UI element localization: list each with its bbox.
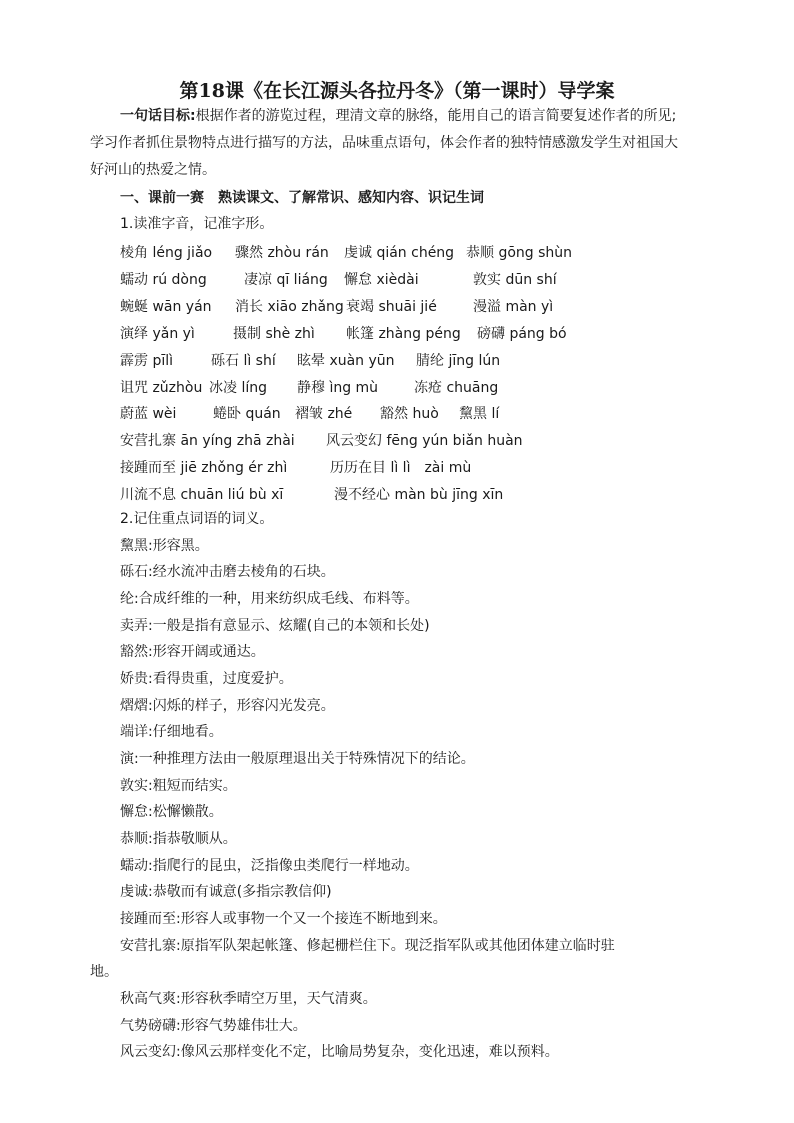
definition-item: 娇贵:看得贵重，过度爱护。	[120, 671, 293, 687]
definition-item: 纶:合成纤维的一种，用来纺织成毛线、布料等。	[120, 591, 419, 607]
pinyin-word: 褶皱 zhé	[295, 406, 353, 422]
goal-line-1	[120, 107, 676, 125]
pinyin-word: 消长 xiāo zhǎng	[235, 299, 344, 315]
sub-heading-2: 2.记住重点词语的词义。	[120, 511, 274, 527]
definition-item: 熠熠:闪烁的样子，形容闪光发亮。	[120, 698, 335, 714]
definition-item: 气势磅礴:形容气势雄伟壮大。	[120, 1018, 307, 1034]
pinyin-word: 历历在目 lì lì zài mù	[330, 460, 472, 476]
pinyin-word: 懈怠 xièdài	[344, 272, 419, 288]
definition-item: 演:一种推理方法由一般原理退出关于特殊情况下的结论。	[120, 751, 475, 767]
pinyin-word: 静穆 ìng mù	[297, 380, 379, 396]
definition-item: 端详:仔细地看。	[120, 724, 223, 740]
pinyin-word: 眩晕 xuàn yūn	[297, 353, 395, 369]
definition-item: 豁然:形容开阔或通达。	[120, 644, 265, 660]
pinyin-word: 蜷卧 quán	[213, 406, 281, 422]
pinyin-word: 川流不息 chuān liú bù xī	[120, 487, 284, 503]
section-heading: 一、课前一赛 熟读课文、了解常识、感知内容、识记生词	[120, 190, 484, 206]
pinyin-word: 摄制 shè zhì	[233, 326, 315, 342]
definition-item: 风云变幻:像风云那样变化不定，比喻局势复杂，变化迅速，难以预料。	[120, 1044, 559, 1060]
pinyin-word: 漫溢 màn yì	[473, 299, 554, 315]
page-title: 第18课《在长江源头各拉丹冬》（第一课时）导学案	[179, 80, 615, 102]
pinyin-word: 敦实 dūn shí	[473, 272, 557, 288]
definition-item: 蠕动:指爬行的昆虫，泛指像虫类爬行一样地动。	[120, 858, 419, 874]
pinyin-word: 虔诚 qián chéng	[344, 245, 455, 261]
definition-item: 恭顺:指恭敬顺从。	[120, 831, 237, 847]
pinyin-word: 冰凌 líng	[209, 380, 267, 396]
pinyin-word: 恭顺 gōng shùn	[466, 245, 573, 261]
pinyin-word: 棱角 léng jiǎo	[120, 245, 213, 261]
definition-item: 安营扎寨:原指军队架起帐篷、修起栅栏住下。现泛指军队或其他团体建立临时驻	[120, 938, 615, 954]
goal-label: 一句话目标:	[120, 108, 196, 124]
pinyin-word: 磅礴 páng bó	[477, 326, 567, 342]
goal-line-2: 学习作者抓住景物特点进行描写的方法，品味重点语句，体会作者的独特情感激发学生对祖国大	[90, 135, 678, 151]
pinyin-word: 骤然 zhòu rán	[235, 245, 329, 261]
pinyin-word: 砾石 lì shí	[211, 353, 276, 369]
pinyin-word: 腈纶 jīng lún	[416, 353, 501, 369]
goal-line-3: 好河山的热爱之情。	[90, 162, 216, 178]
pinyin-word: 漫不经心 màn bù jīng xīn	[334, 487, 504, 503]
definition-item: 接踵而至:形容人或事物一个又一个接连不断地到来。	[120, 911, 447, 927]
pinyin-word: 冻疮 chuāng	[414, 380, 499, 396]
pinyin-word: 风云变幻 fēng yún biǎn huàn	[326, 433, 523, 449]
pinyin-word: 凄凉 qī liáng	[244, 272, 328, 288]
pinyin-word: 蠕动 rú dòng	[120, 272, 207, 288]
definition-item: 懈怠:松懈懒散。	[120, 804, 223, 820]
goal-text-1: 根据作者的游览过程，理清文章的脉络，能用自己的语言简要复述作者的所见;	[195, 108, 677, 124]
pinyin-word: 帐篷 zhàng péng	[346, 326, 461, 342]
definition-item: 敦实:粗短而结实。	[120, 778, 237, 794]
definition-item: 黧黑:形容黑。	[120, 538, 209, 554]
definition-item: 虔诚:恭敬而有诚意(多指宗教信仰)	[120, 884, 332, 900]
pinyin-word: 演绎 yǎn yì	[120, 326, 195, 342]
pinyin-word: 诅咒 zǔzhòu	[120, 380, 203, 396]
pinyin-word: 安营扎寨 ān yíng zhā zhài	[120, 433, 295, 449]
pinyin-word: 接踵而至 jiē zhǒng ér zhì	[120, 460, 288, 476]
pinyin-word: 蜿蜒 wān yán	[120, 299, 212, 315]
sub-heading-1: 1.读准字音，记准字形。	[120, 216, 274, 232]
definition-item: 卖弄:一般是指有意显示、炫耀(自己的本领和长处)	[120, 618, 430, 634]
definition-item: 秋高气爽:形容秋季晴空万里，天气清爽。	[120, 991, 377, 1007]
pinyin-word: 蔚蓝 wèi	[120, 406, 177, 422]
definition-item: 地。	[90, 964, 118, 980]
pinyin-word: 豁然 huò	[380, 406, 439, 422]
pinyin-word: 霹雳 pīlì	[120, 353, 174, 369]
definition-item: 砾石:经水流冲击磨去棱角的石块。	[120, 564, 335, 580]
pinyin-word: 黧黑 lí	[459, 406, 500, 422]
pinyin-word: 衰竭 shuāi jié	[346, 299, 437, 315]
